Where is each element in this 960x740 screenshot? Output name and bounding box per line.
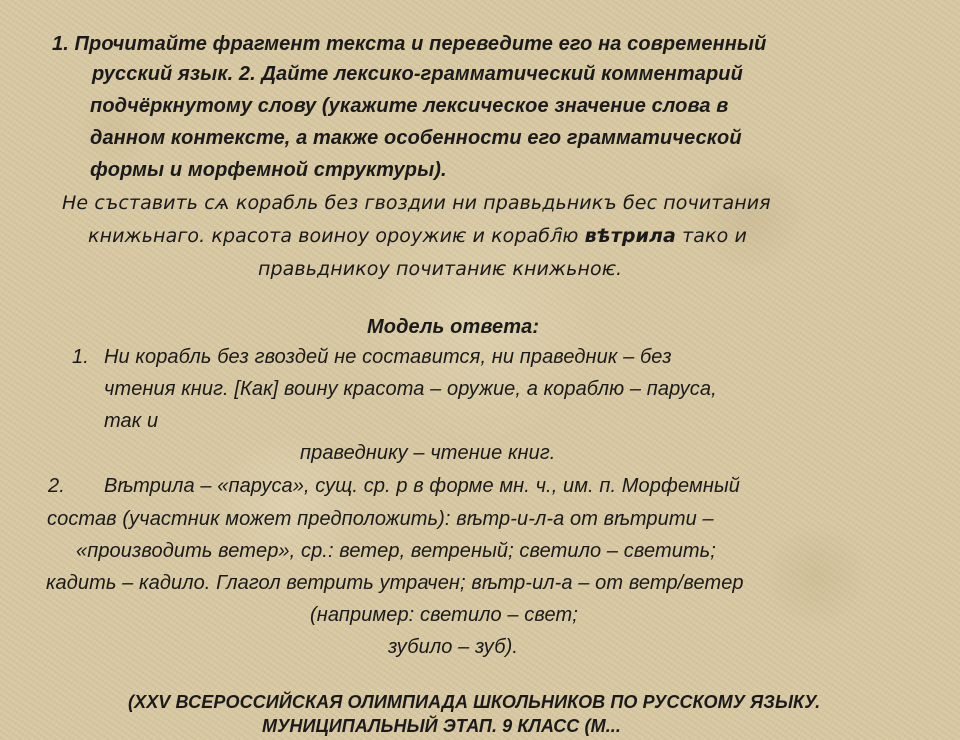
task-line: данном контексте, а также особенности его грамматической	[90, 127, 742, 149]
answer-line: чтения книг. [Как] воину красота – оружие, а кораблю – паруса,	[104, 378, 717, 400]
answer-line: (например: светило – свет;	[310, 604, 578, 626]
source-line: Не състaвить сѧ корабль без гвоздии ни правьдьникъ бес почитания	[62, 192, 771, 214]
source-line	[88, 222, 747, 250]
task-line: подчёркнутому слову (укажите лексическое значение слова в	[90, 95, 729, 117]
answer-line: кадить – кадило. Глагол ветрить утрачен; вѣтр-ил-а – от ветр/ветер	[46, 572, 744, 594]
task-line: формы и морфемной структуры).	[90, 159, 447, 181]
answer-line: состав (участник может предположить): вѣтр-и-л-а от вѣтрити –	[47, 508, 714, 530]
source-line-before: книжьнаго. красота воиноу ороужиѥ и корабл҄ю	[88, 225, 585, 247]
answer-line: «производить ветер», ср.: ветер, ветреный; светило – светить;	[76, 540, 716, 562]
answer-line: так и	[104, 410, 159, 432]
answer-line: Вѣтрила – «паруса», сущ. ср. р в форме мн. ч., им. п. Морфемный	[104, 475, 740, 497]
source-line: правьдникоу почитаниѥ книжьноѥ.	[258, 258, 623, 280]
answer-line: Ни корабль без гвоздей не составится, ни праведник – без	[104, 346, 672, 368]
answer-line: зубило – зуб).	[388, 636, 519, 658]
target-word: вѣтрила	[584, 225, 676, 247]
answer-heading: Модель ответа:	[367, 316, 540, 338]
answer-line: праведнику – чтение книг.	[300, 442, 556, 464]
footer-line: (XXV ВСЕРОССИЙСКАЯ ОЛИМПИАДА ШКОЛЬНИКОВ ПО РУССКОМУ ЯЗЫКУ.	[128, 692, 821, 712]
footer-line: МУНИЦИПАЛЬНЫЙ ЭТАП. 9 КЛАСС (М...	[262, 716, 622, 736]
task-line: 1. Прочитайте фрагмент текста и переведите его на современный	[52, 33, 767, 55]
task-line: русский язык. 2. Дайте лексико-грамматический комментарий	[92, 63, 743, 85]
item-number: 2.	[48, 475, 65, 497]
item-number: 1.	[72, 346, 89, 368]
source-line-after: тако и	[675, 225, 747, 247]
